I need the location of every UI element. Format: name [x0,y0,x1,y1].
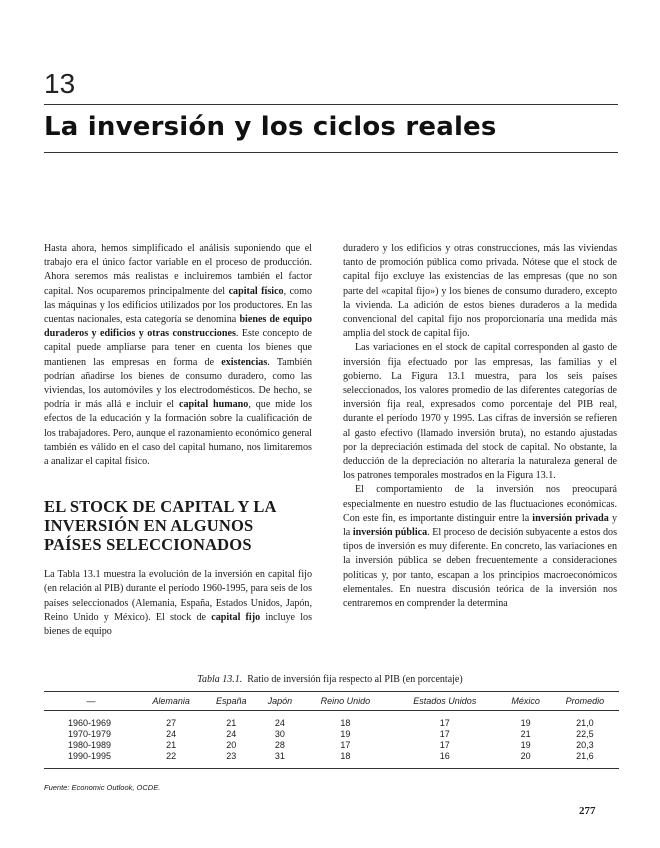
term-capital-humano: capital humano [178,399,249,411]
table-cell: 22 [138,751,204,769]
text-run: El comportamiento de la inversión nos preocupará especialmente en nuestro estudio de las fluctuaciones económicas. Con este fin, es importante distinguir entre la [343,484,617,524]
table-cell: 19 [340,729,351,739]
term-bienes-equipo: bienes de equipo duraderos y edificios y otras construcciones [44,314,313,340]
table-cell: 20 [501,751,551,769]
paragraph-comportamiento [343,483,617,611]
table-header-row [44,692,619,711]
table-cell: 22,5 [576,729,594,739]
table-cell: 17 [340,740,351,750]
table-cell: 21,6 [551,751,619,769]
table-cell: 27 [166,718,177,728]
table-cell: 18 [340,718,351,728]
section-paragraph [44,568,312,639]
table-cell: 23 [204,751,258,769]
table-cell: 24 [166,729,177,739]
term-inversion-publica: inversión pública [352,527,428,539]
table-cell: 18 [302,751,390,769]
row-period: 1960-1969 [68,718,112,728]
table-row [44,711,619,730]
table-source: Fuente: Economic Outlook, OCDE. [44,783,161,792]
text-run: . El proceso de decisión subyacente a estos dos tipos de inversión es muy diferente. En concreto, las variaciones en la inversión pública se deben frecuentemente a consideraciones políticas y, por tanto, escapan a los principios macroeconómicos elementales. En nuestra discusión teórica de la inversión nos centraremos en comprender la determina [343,527,617,610]
table-cell: 21 [166,740,177,750]
header-promedio: Promedio [551,692,619,711]
table-cell: 28 [274,740,285,750]
table-cell: 20 [226,740,237,750]
row-period: 1970-1979 [68,729,112,739]
table-cell: 19 [520,740,531,750]
table-cell: 31 [258,751,301,769]
table-caption-label: Tabla 13.1. [197,674,243,685]
header-mexico: México [501,692,551,711]
table-cell: 17 [439,718,450,728]
table-row [44,729,619,740]
table-cell: 17 [439,740,450,750]
term-existencias: existencias [221,356,268,368]
chapter-title: La inversión y los ciclos reales [44,112,497,142]
header-espana: España [204,692,258,711]
table-cell: 21 [226,718,237,728]
paragraph-continued: duradero y los edificios y otras construcciones, más las viviendas tanto de promoción pública como privada. Nótese que el stock de capital fijo excluye las existencias de las empresas (que no son parte del «capital fijo») y los bienes de consumo duradero, excepto la vivienda. La adición de estos bienes duraderos a la medida convencional del capital fijo nos proporcionaría una medida más amplia del stock de capital fijo. [343,243,617,340]
table-cell: 16 [389,751,500,769]
page-number: 277 [579,805,596,817]
term-capital-fisico: capital físico [228,285,284,297]
chapter-rule-top [44,104,618,105]
table-row [44,751,619,769]
investment-table [44,691,619,769]
table-caption [0,674,660,685]
table-corner: — [44,692,138,711]
right-column [343,242,617,611]
text-run: . También podrían añadirse los bienes de consumo duradero, como las viviendas, los automóviles y los electrodomésticos. De hecho, se podría ir más allá e incluir el [44,356,312,411]
table-cell: 30 [274,729,285,739]
text-run: Hasta ahora, hemos simplificado el análisis suponiendo que el trabajo era el único factor variable en el proceso de producción. Ahora seremos más realistas e incluiremos también el factor capital. Nos ocuparemos principalmente del [44,243,312,297]
table-cell: 21 [520,729,531,739]
table-row [44,740,619,751]
header-japon: Japón [258,692,301,711]
table-cell: 19 [520,718,531,728]
term-capital-fijo: capital fijo [211,611,261,623]
row-period: 1980-1989 [68,740,112,750]
paragraph-variaciones: Las variaciones en el stock de capital corresponden al gasto de inversión fija efectuado por las empresas, las familias y el gobierno. La Figura 13.1 muestra, para los seis países seleccionados, los valores promedio de las diferentes categorías de inversión fija real, expresados como porcentaje del PIB real, durante el período 1970 y 1995. Las cifras de inversión se refieren al gasto efectivo (llamado inversión bruta), no estando ajustadas por la depreciación estimada del stock de capital. No obstante, la deducción de la depreciación no alteraría la naturaleza general de los patrones temporales mostrados en la Figura 13.1. [343,342,617,482]
header-alemania: Alemania [138,692,204,711]
text-run: y la [343,512,617,539]
text-run: . Este concepto de capital puede ampliarse para tener en cuenta los bienes que mantienen las empresas en forma de [44,328,313,368]
text-run: , como las máquinas y los edificios utilizados por los productores. En las cuentas nacionales, esta categoría se denomina [44,285,312,326]
chapter-number: 13 [44,68,76,99]
row-period: 1990-1995 [44,751,138,769]
left-column [44,242,312,639]
header-reino-unido: Reino Unido [302,692,390,711]
term-inversion-privada: inversión privada [532,512,609,524]
table-caption-text: Ratio de inversión fija respecto al PIB (en porcentaje) [247,674,463,685]
text-run: , que mide los efectos de la educación y la formación sobre la cualificación de los trabajadores. Pero, aunque el razonamiento económico general también es válido en el caso del capital humano, nos limitaremos a analizar el capital físico. [44,399,313,468]
table-cell: 21,0 [576,718,594,728]
intro-paragraph [44,242,312,469]
header-estados-unidos: Estados Unidos [389,692,500,711]
table-cell: 24 [274,718,285,728]
text-run: incluye los bienes de equipo [44,611,312,638]
text-run: La Tabla 13.1 muestra la evolución de la inversión en capital fijo (en relación al PIB) durante el período 1960-1995, para seis de los países seleccionados (Alemania, España, Estados Unidos, Japón, Reino Unido y México). El stock de [44,569,312,623]
table-cell: 17 [439,729,450,739]
chapter-rule-bottom [44,152,618,153]
table-cell: 24 [226,729,237,739]
table-cell: 20,3 [576,740,594,750]
section-heading: EL STOCK DE CAPITAL Y LA INVERSIÓN EN ALGUNOS PAÍSES SELECCIONADOS [44,497,276,555]
